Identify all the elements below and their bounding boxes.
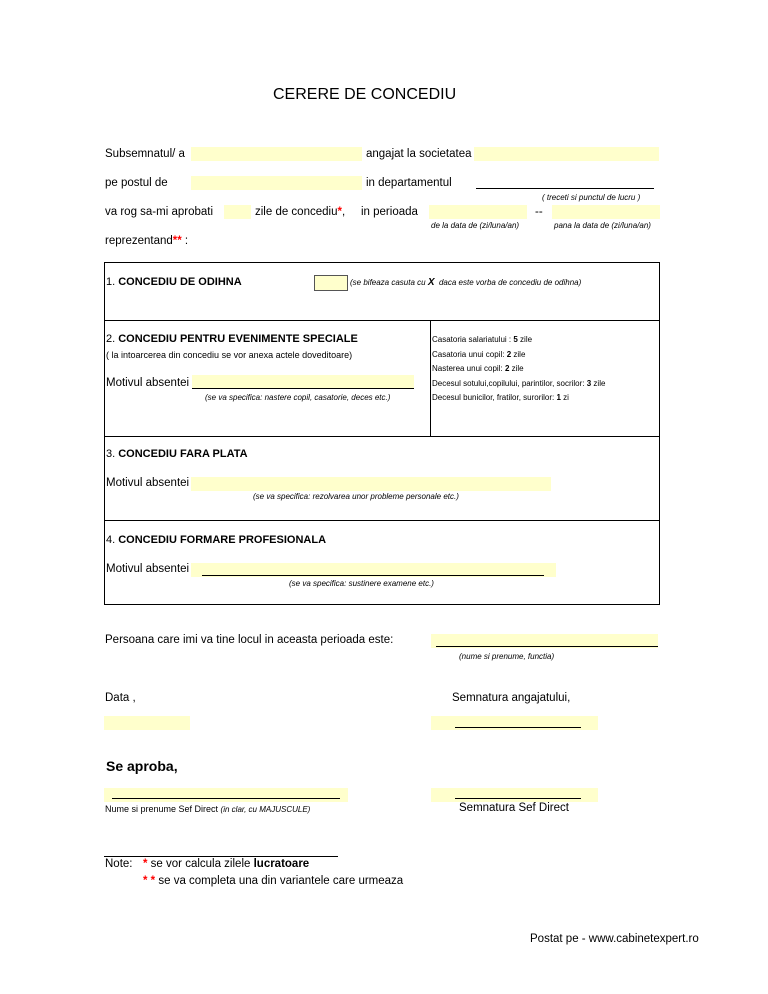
end-date-field[interactable] — [552, 205, 660, 219]
date-field[interactable] — [104, 716, 190, 730]
entitlement-item: Decesul bunicilor, fratilor, surorilor: 1 zi — [432, 393, 569, 402]
required-marker: * — [337, 206, 342, 218]
approval-title: Se aproba, — [106, 758, 178, 774]
column-divider — [430, 320, 431, 436]
required-marker: * — [143, 858, 148, 870]
required-marker: * * — [143, 875, 156, 887]
entitlement-item: Nasterea unui copil: 2 zile — [432, 364, 524, 373]
request-approval-label: va rog sa-mi aprobati — [105, 206, 214, 218]
special-events-reason-label: Motivul absentei — [106, 377, 190, 389]
section-divider — [104, 436, 660, 437]
entitlements-list — [432, 333, 658, 406]
section-title-unpaid-leave: 3. CONCEDIU FARA PLATA — [106, 448, 248, 460]
department-field[interactable] — [476, 175, 654, 189]
unpaid-leave-reason-field[interactable] — [191, 477, 551, 491]
annual-leave-hint: (se bifeaza casuta cu X daca este vorba de concediu de odihna) — [350, 277, 582, 288]
department-label: in departamentul — [366, 177, 452, 189]
notes-label: Note: — [105, 858, 133, 870]
training-leave-reason-label: Motivul absentei — [106, 563, 190, 575]
manager-name-field[interactable] — [104, 788, 348, 802]
special-events-reason-hint: (se va specifica: nastere copil, casatorie, deces etc.) — [205, 393, 391, 402]
employee-signature-label: Semnatura angajatului, — [452, 692, 571, 704]
position-field[interactable] — [191, 176, 362, 190]
period-label: in perioada — [361, 206, 418, 218]
days-count-field[interactable] — [224, 205, 251, 219]
manager-name-label: Nume si prenume Sef Direct (in clar, cu MAJUSCULE) — [105, 804, 311, 814]
unpaid-leave-reason-label: Motivul absentei — [106, 477, 190, 489]
entitlement-item: Casatoria salariatului : 5 zile — [432, 335, 533, 344]
required-marker: ** — [172, 235, 182, 247]
company-field[interactable] — [474, 147, 659, 161]
undersigned-name-field[interactable] — [191, 147, 362, 161]
employee-signature-field[interactable] — [431, 716, 598, 730]
end-date-hint: pana la data de (zi/luna/an) — [554, 221, 651, 230]
section-title-training-leave: 4. CONCEDIU FORMARE PROFESIONALA — [106, 534, 327, 546]
leave-types-box — [104, 262, 660, 605]
replacement-person-hint: (nume si prenume, functia) — [459, 652, 555, 661]
note-choose-variant: * * se va completa una din variantele care urmeaza — [143, 875, 404, 887]
start-date-hint: de la data de (zi/luna/an) — [431, 221, 520, 230]
department-hint: ( treceti si punctul de lucru ) — [542, 193, 641, 202]
annual-leave-checkbox[interactable] — [314, 275, 348, 291]
entitlement-item: Decesul sotului,copilului, parintilor, socrilor: 3 zile — [432, 378, 606, 388]
undersigned-label: Subsemnatul/ a — [105, 148, 185, 160]
training-leave-reason-field[interactable] — [191, 563, 556, 577]
section-divider — [104, 520, 660, 521]
replacement-person-label: Persoana care imi va tine locul in aceasta perioada este: — [105, 634, 394, 646]
leave-days-label: zile de concediu*, — [255, 206, 346, 218]
period-separator: -- — [535, 206, 543, 218]
section-title-annual-leave: 1. CONCEDIU DE ODIHNA — [106, 276, 242, 288]
section-divider — [104, 320, 660, 321]
special-events-note: ( la intoarcerea din concediu se vor anexa actele doveditoare) — [106, 350, 353, 360]
unpaid-leave-reason-hint: (se va specifica: rezolvarea unor probleme personale etc.) — [253, 492, 459, 501]
manager-signature-label: Semnatura Sef Direct — [459, 802, 569, 814]
position-label: pe postul de — [105, 177, 168, 189]
company-label: angajat la societatea — [366, 148, 472, 160]
footer-source: Postat pe - www.cabinetexpert.ro — [530, 933, 699, 945]
replacement-person-field[interactable] — [431, 634, 658, 648]
page-title: CERERE DE CONCEDIU — [273, 86, 457, 103]
special-events-reason-field[interactable] — [192, 375, 414, 389]
manager-signature-field[interactable] — [431, 788, 598, 802]
note-working-days: * se vor calcula zilele lucratoare — [143, 858, 310, 870]
entitlement-item: Casatoria unui copil: 2 zile — [432, 349, 526, 359]
start-date-field[interactable] — [429, 205, 527, 219]
training-leave-reason-hint: (se va specifica: sustinere examene etc.) — [289, 579, 434, 588]
representing-label: reprezentand** : — [105, 235, 189, 247]
section-title-special-events: 2. CONCEDIU PENTRU EVENIMENTE SPECIALE — [106, 333, 358, 345]
date-label: Data , — [105, 692, 136, 704]
